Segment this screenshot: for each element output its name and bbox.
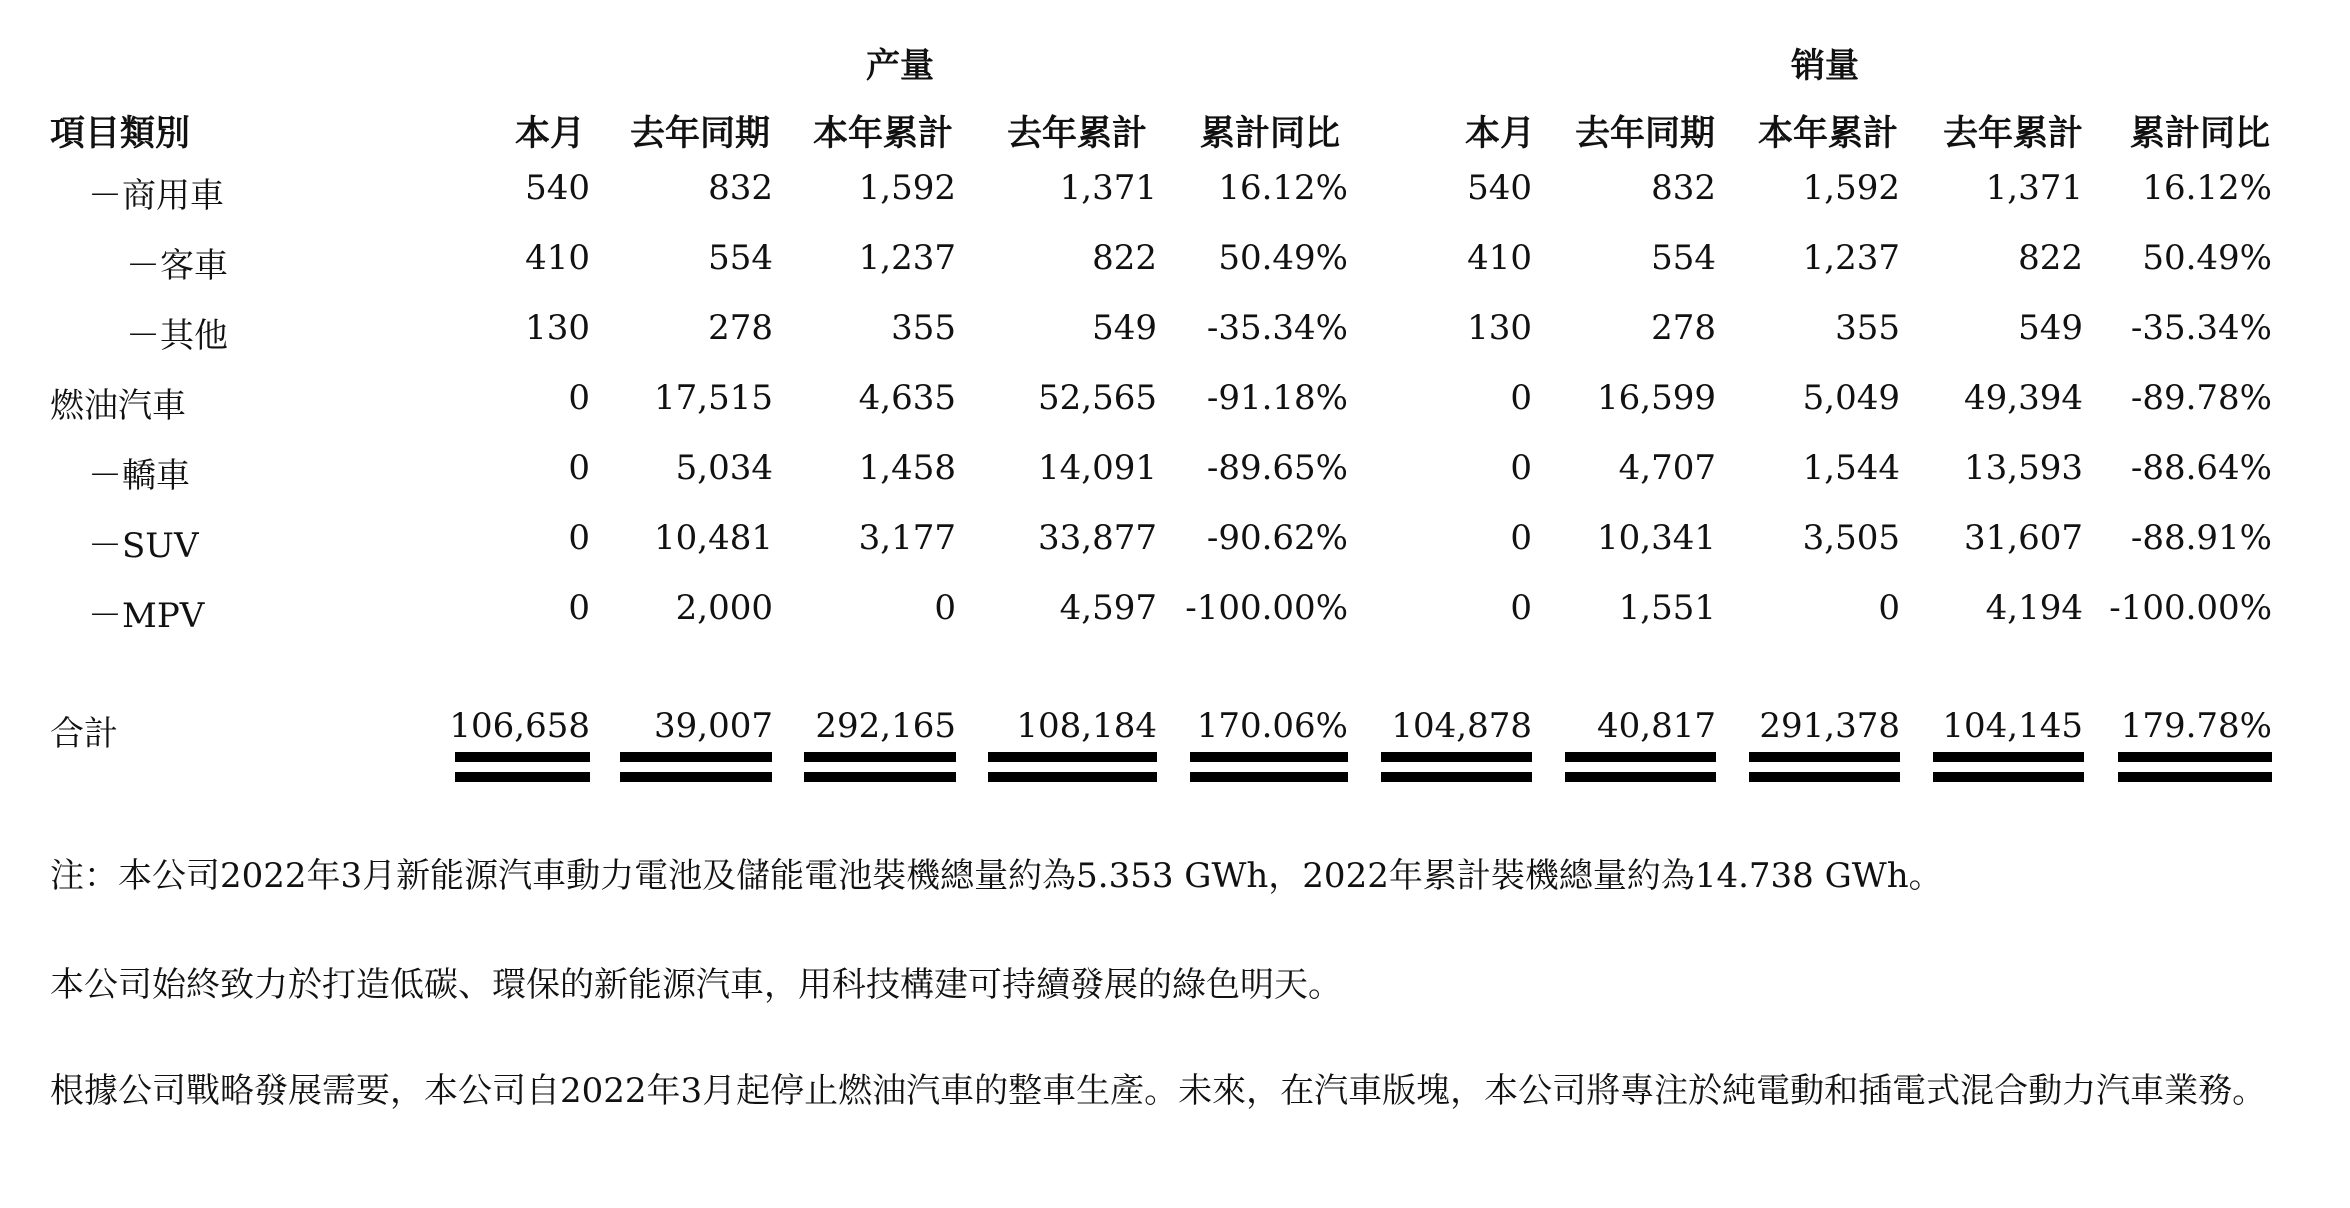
row-label: －其他 [126, 316, 228, 356]
table-cell: 0 [568, 448, 590, 488]
table-cell: 0 [1510, 448, 1532, 488]
double-underline [1190, 752, 1348, 782]
row-label: －MPV [88, 596, 205, 636]
header-sales-yoy: 累計同比 [2129, 113, 2270, 154]
table-cell: -89.78% [2130, 378, 2272, 418]
battery-note: 注：本公司2022年3月新能源汽車動力電池及儲能電池裝機總量約為5.353 GWh，2022年累計裝機總量約為14.738 GWh。 [50, 856, 1943, 896]
table-cell: 1,592 [1802, 168, 1900, 208]
group-production-title: 产量 [866, 46, 934, 86]
header-sales-last-year-same: 去年同期 [1574, 113, 1715, 154]
total-cell: 170.06% [1196, 706, 1348, 746]
total-cell: 179.78% [2120, 706, 2272, 746]
table-cell: 130 [1467, 308, 1532, 348]
table-cell: 1,544 [1802, 448, 1900, 488]
table-cell: 0 [1510, 588, 1532, 628]
table-cell: 4,194 [1985, 588, 2083, 628]
table-cell: 822 [1092, 238, 1157, 278]
table-cell: 16.12% [1218, 168, 1348, 208]
mission-paragraph: 本公司始終致力於打造低碳、環保的新能源汽車，用科技構建可持續發展的綠色明天。 [50, 965, 1342, 1005]
table-cell: 0 [568, 378, 590, 418]
total-cell: 40,817 [1597, 706, 1716, 746]
table-cell: 549 [2018, 308, 2083, 348]
table-cell: 33,877 [1038, 518, 1157, 558]
header-prod-month: 本月 [514, 113, 585, 154]
total-label: 合計 [50, 714, 118, 754]
total-cell: 104,145 [1942, 706, 2083, 746]
table-cell: 554 [1651, 238, 1716, 278]
total-cell: 291,378 [1759, 706, 1900, 746]
table-cell: -89.65% [1206, 448, 1348, 488]
table-cell: 355 [1835, 308, 1900, 348]
header-prod-yoy: 累計同比 [1199, 113, 1340, 154]
table-cell: 0 [1510, 518, 1532, 558]
table-cell: 16,599 [1597, 378, 1716, 418]
double-underline [2118, 752, 2272, 782]
table-cell: 3,505 [1802, 518, 1900, 558]
table-cell: 540 [525, 168, 590, 208]
table-cell: -35.34% [2130, 308, 2272, 348]
header-sales-last-ytd: 去年累計 [1942, 113, 2083, 154]
table-cell: 31,607 [1964, 518, 2083, 558]
table-cell: 832 [708, 168, 773, 208]
double-underline [988, 752, 1157, 782]
row-label: －客車 [126, 246, 228, 286]
table-cell: 1,551 [1618, 588, 1716, 628]
table-cell: 50.49% [1218, 238, 1348, 278]
table-cell: 410 [525, 238, 590, 278]
table-cell: 4,707 [1618, 448, 1716, 488]
header-sales-month: 本月 [1464, 113, 1535, 154]
header-prod-ytd: 本年累計 [812, 113, 953, 154]
table-cell: 540 [1467, 168, 1532, 208]
row-label: －SUV [88, 526, 199, 566]
table-cell: 549 [1092, 308, 1157, 348]
row-label: 燃油汽車 [50, 386, 186, 426]
table-cell: -100.00% [2109, 588, 2272, 628]
table-cell: 13,593 [1964, 448, 2083, 488]
double-underline [455, 752, 590, 782]
header-sales-ytd: 本年累計 [1757, 113, 1898, 154]
table-cell: -88.64% [2130, 448, 2272, 488]
table-cell: 355 [891, 308, 956, 348]
table-cell: 1,371 [1985, 168, 2083, 208]
table-cell: 4,635 [858, 378, 956, 418]
table-cell: 17,515 [654, 378, 773, 418]
table-cell: 0 [1510, 378, 1532, 418]
group-sales-title: 销量 [1791, 46, 1859, 86]
table-cell: 554 [708, 238, 773, 278]
table-cell: 10,481 [654, 518, 773, 558]
table-cell: -100.00% [1185, 588, 1348, 628]
double-underline [804, 752, 956, 782]
table-cell: 49,394 [1964, 378, 2083, 418]
table-cell: 832 [1651, 168, 1716, 208]
table-cell: 130 [525, 308, 590, 348]
table-cell: -35.34% [1206, 308, 1348, 348]
total-cell: 39,007 [654, 706, 773, 746]
header-prod-last-year-same: 去年同期 [629, 113, 770, 154]
strategy-paragraph: 根據公司戰略發展需要，本公司自2022年3月起停止燃油汽車的整車生產。未來，在汽車版塊，本公司將專注於純電動和插電式混合動力汽車業務。 [50, 1071, 2267, 1111]
table-cell: 16.12% [2142, 168, 2272, 208]
table-cell: 1,371 [1059, 168, 1157, 208]
double-underline [1381, 752, 1532, 782]
double-underline [1933, 752, 2084, 782]
double-underline [620, 752, 772, 782]
table-cell: 5,049 [1802, 378, 1900, 418]
table-cell: 3,177 [858, 518, 956, 558]
table-cell: 278 [1651, 308, 1716, 348]
table-cell: -88.91% [2130, 518, 2272, 558]
table-cell: -90.62% [1206, 518, 1348, 558]
table-cell: 52,565 [1038, 378, 1157, 418]
table-cell: 278 [708, 308, 773, 348]
table-cell: 0 [934, 588, 956, 628]
total-cell: 104,878 [1391, 706, 1532, 746]
table-cell: 2,000 [675, 588, 773, 628]
double-underline [1749, 752, 1900, 782]
header-prod-last-ytd: 去年累計 [1006, 113, 1147, 154]
total-cell: 108,184 [1016, 706, 1157, 746]
total-cell: 292,165 [815, 706, 956, 746]
table-cell: 0 [1878, 588, 1900, 628]
table-cell: 822 [2018, 238, 2083, 278]
row-label: －轎車 [88, 456, 190, 496]
table-cell: 14,091 [1038, 448, 1157, 488]
table-cell: 410 [1467, 238, 1532, 278]
table-cell: 4,597 [1059, 588, 1157, 628]
table-cell: 1,237 [1802, 238, 1900, 278]
table-cell: -91.18% [1206, 378, 1348, 418]
total-cell: 106,658 [449, 706, 590, 746]
table-cell: 1,458 [858, 448, 956, 488]
table-cell: 1,237 [858, 238, 956, 278]
row-label: －商用車 [88, 176, 224, 216]
table-cell: 0 [568, 588, 590, 628]
double-underline [1565, 752, 1716, 782]
table-cell: 10,341 [1597, 518, 1716, 558]
table-cell: 50.49% [2142, 238, 2272, 278]
header-category: 項目類別 [50, 113, 191, 154]
table-cell: 5,034 [675, 448, 773, 488]
table-cell: 1,592 [858, 168, 956, 208]
table-cell: 0 [568, 518, 590, 558]
